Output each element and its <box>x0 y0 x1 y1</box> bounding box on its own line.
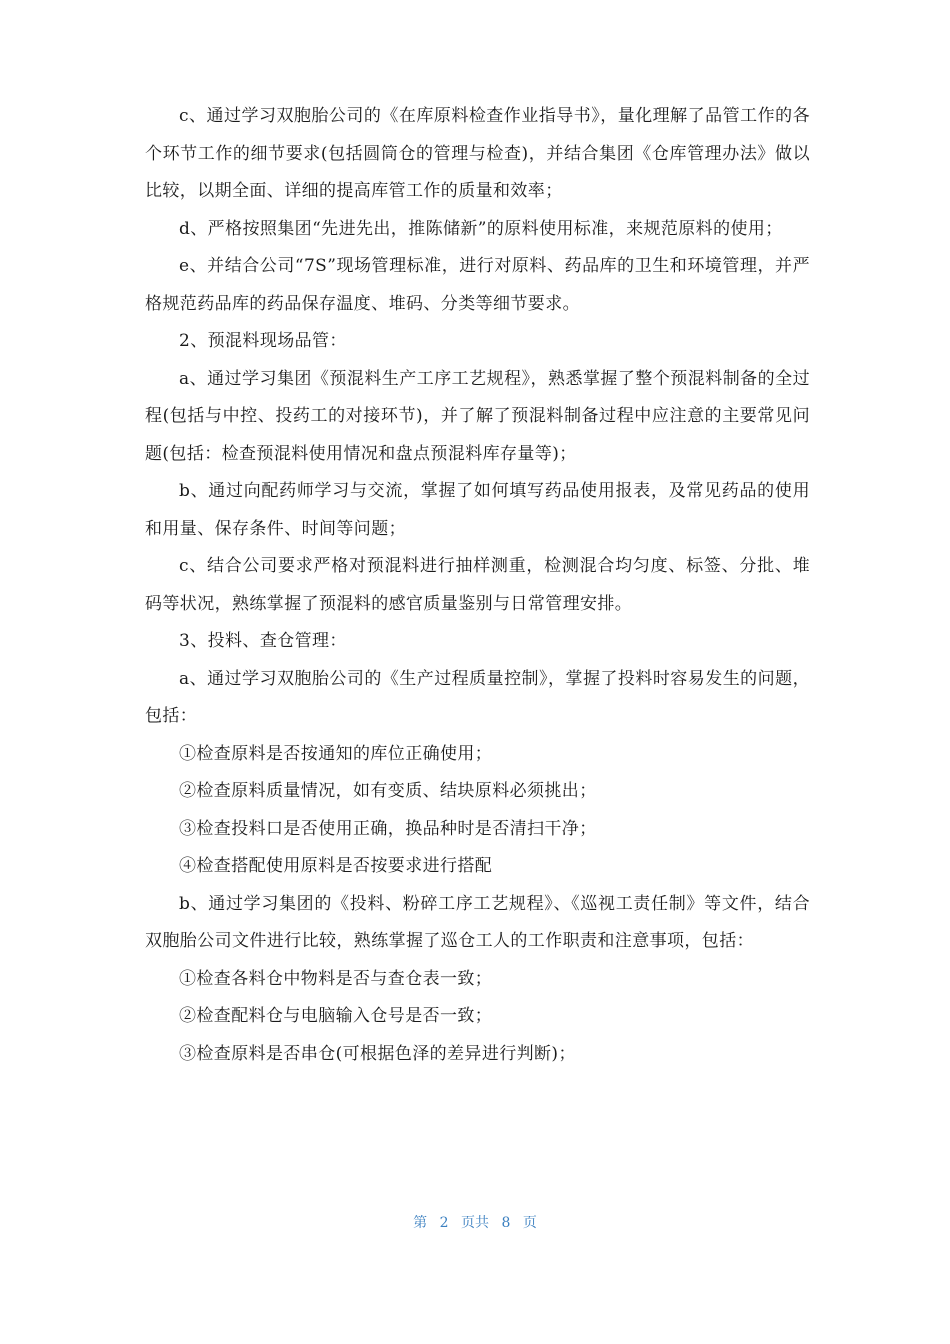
body-text <box>145 98 810 1073</box>
footer-suffix: 页 <box>522 1215 537 1231</box>
paragraph: b、通过学习集团的《投料、粉碎工序工艺规程》、《巡视工责任制》等文件，结合双胞胎公司文件进行比较，熟练掌握了巡仓工人的工作职责和注意事项，包括： <box>145 893 810 951</box>
footer-middle: 页共 <box>461 1215 489 1231</box>
list-item: ①检查各料仓中物料是否与查仓表一致； <box>179 968 493 989</box>
list-item: ④检查搭配使用原料是否按要求进行搭配 <box>179 856 493 876</box>
footer-total-pages: 8 <box>501 1215 511 1231</box>
page-footer <box>0 1212 950 1232</box>
footer-prefix: 第 <box>413 1215 428 1231</box>
list-item: ③检查原料是否串仓(可根据色泽的差异进行判断)； <box>179 1043 576 1064</box>
paragraph: a、通过学习双胞胎公司的《生产过程质量控制》，掌握了投料时容易发生的问题，包括： <box>145 668 810 726</box>
paragraph: d、严格按照集团“先进先出，推陈储新”的原料使用标准，来规范原料的使用； <box>179 218 783 239</box>
paragraph: c、通过学习双胞胎公司的《在库原料检查作业指导书》，量化理解了品管工作的各个环节工作的细节要求(包括圆筒仓的管理与检查)，并结合集团《仓库管理办法》做以比较，以期全面、详细的提高库管工作的质量和效率； <box>145 106 810 201</box>
list-item: ③检查投料口是否使用正确，换品种时是否清扫干净； <box>179 818 597 839</box>
paragraph: b、通过向配药师学习与交流，掌握了如何填写药品使用报表，及常见药品的使用和用量、保存条件、时间等问题； <box>145 481 810 539</box>
list-item: ②检查原料质量情况，如有变质、结块原料必须挑出； <box>179 781 597 801</box>
list-item: ①检查原料是否按通知的库位正确使用； <box>179 743 493 764</box>
paragraph: a、通过学习集团《预混料生产工序工艺规程》，熟悉掌握了整个预混料制备的全过程(包括与中控、投药工的对接环节)，并了解了预混料制备过程中应注意的主要常见问题(包括：检查预混料使用情况和盘点预混料库存量等)； <box>145 368 810 464</box>
section-heading: 2、预混料现场品管： <box>179 331 347 351</box>
paragraph: e、并结合公司“7S”现场管理标准，进行对原料、药品库的卫生和环境管理，并严格规范药品库的药品保存温度、堆码、分类等细节要求。 <box>145 256 810 314</box>
footer-current-page: 2 <box>439 1215 449 1231</box>
paragraph: c、结合公司要求严格对预混料进行抽样测重，检测混合均匀度、标签、分批、堆码等状况，熟练掌握了预混料的感官质量鉴别与日常管理安排。 <box>145 556 810 614</box>
list-item: ②检查配料仓与电脑输入仓号是否一致； <box>179 1006 493 1026</box>
section-heading: 3、投料、查仓管理： <box>179 631 347 651</box>
